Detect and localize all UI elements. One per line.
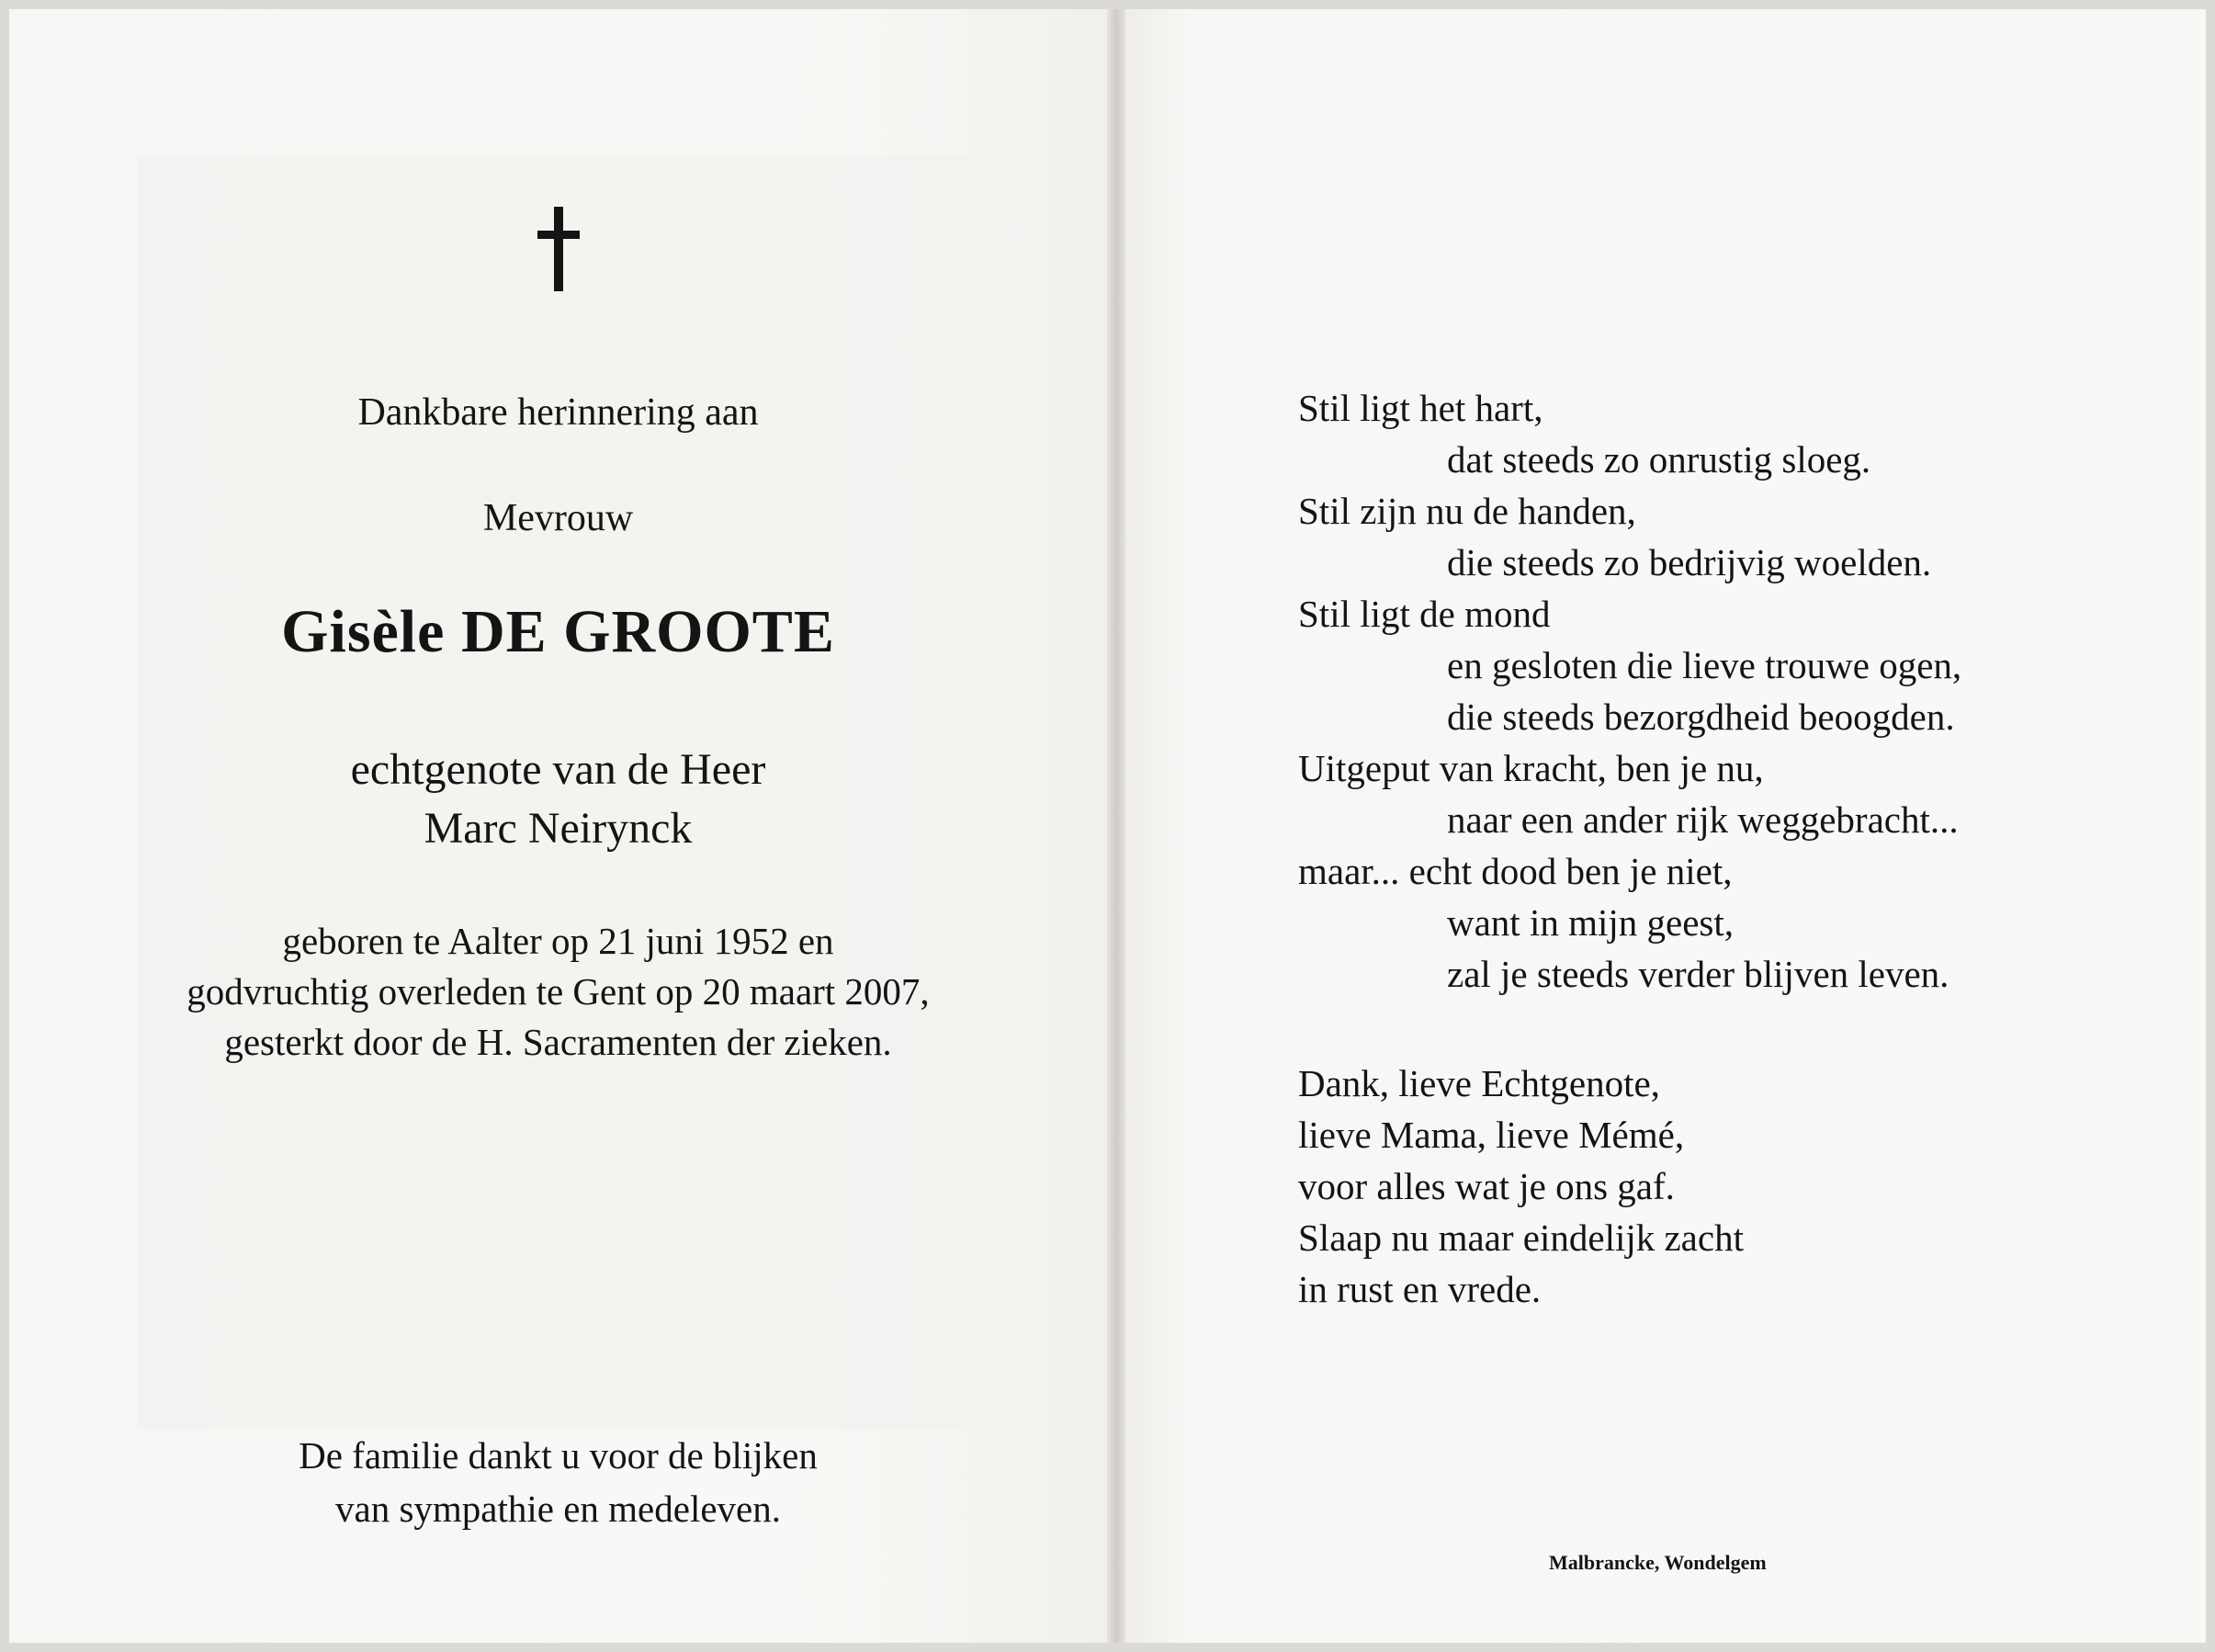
- poem-line: zal je steeds verder blijven leven.: [1447, 953, 1949, 995]
- death-line: godvruchtig overleden te Gent op 20 maart 2007,: [186, 970, 930, 1013]
- thanks-line-2: van sympathie en medeleven.: [335, 1488, 781, 1530]
- deceased-name: Gisèle DE GROOTE: [281, 598, 835, 665]
- poem-line: die steeds bezorgdheid beoogden.: [1447, 696, 1955, 738]
- poem-line: maar... echt dood ben je niet,: [1298, 850, 1733, 892]
- left-page: [9, 9, 1107, 1643]
- poem-line: die steeds zo bedrijvig woelden.: [1447, 541, 1932, 583]
- closing-line: Dank, lieve Echtgenote,: [1298, 1062, 1660, 1104]
- closing-line: Slaap nu maar eindelijk zacht: [1298, 1216, 1744, 1259]
- intro-text: Dankbare herinnering aan: [357, 391, 759, 434]
- printer-credit: Malbrancke, Wondelgem: [1549, 1551, 1767, 1574]
- cross-icon: [537, 207, 580, 291]
- honorific: Mevrouw: [482, 497, 634, 539]
- poem-line: Uitgeput van kracht, ben je nu,: [1298, 747, 1764, 789]
- spouse-line-1: echtgenote van de Heer: [350, 745, 766, 794]
- right-page: [1125, 9, 2206, 1643]
- poem-line: en gesloten die lieve trouwe ogen,: [1447, 644, 1962, 686]
- spouse-line-2: Marc Neirynck: [424, 804, 693, 853]
- poem-line: Stil ligt de mond: [1298, 593, 1551, 635]
- closing-line: voor alles wat je ons gaf.: [1298, 1165, 1675, 1207]
- thanks-line-1: De familie dankt u voor de blijken: [299, 1434, 818, 1477]
- card-fold: [1107, 9, 1125, 1643]
- poem-line: dat steeds zo onrustig sloeg.: [1447, 438, 1871, 481]
- poem-line: Stil zijn nu de handen,: [1298, 490, 1636, 532]
- poem-line: want in mijn geest,: [1447, 901, 1735, 944]
- closing-line: in rust en vrede.: [1298, 1268, 1542, 1310]
- poem-line: Stil ligt het hart,: [1298, 387, 1543, 429]
- sacrament-line: gesterkt door de H. Sacramenten der zieken.: [224, 1021, 892, 1063]
- poem-line: naar een ander rijk weggebracht...: [1447, 798, 1959, 841]
- closing-line: lieve Mama, lieve Mémé,: [1298, 1114, 1685, 1156]
- birth-line: geboren te Aalter op 21 juni 1952 en: [282, 920, 834, 962]
